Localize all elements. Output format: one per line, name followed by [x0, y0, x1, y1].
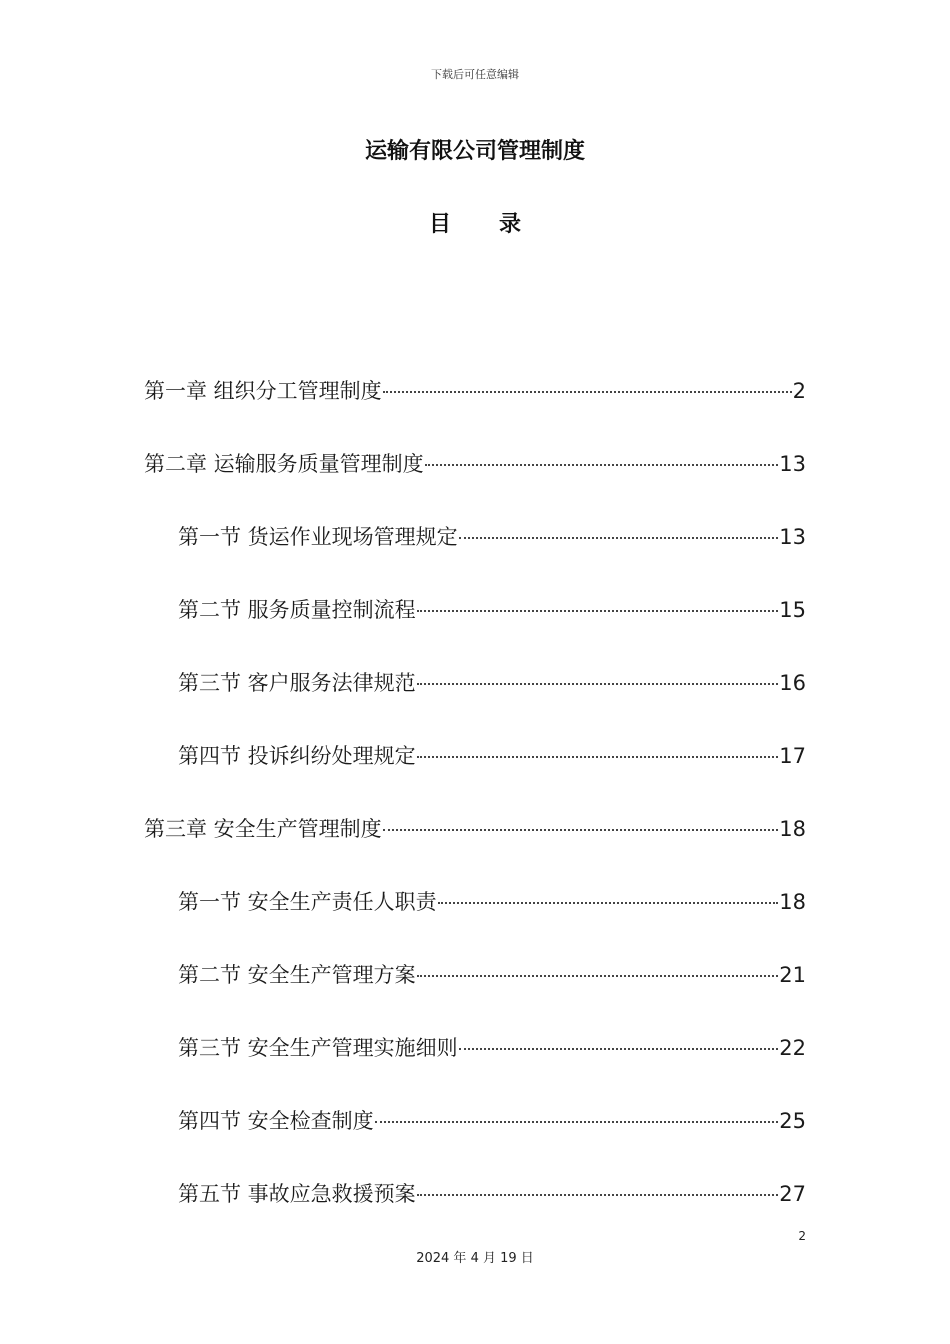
toc-leader-dots	[417, 610, 779, 612]
toc-leader-dots	[417, 683, 779, 685]
toc-entry[interactable]	[144, 741, 806, 814]
toc-leader-dots	[459, 537, 779, 539]
toc-entry[interactable]	[144, 1033, 806, 1106]
toc-entry-page: 2	[792, 379, 806, 403]
toc-leader-dots	[417, 756, 779, 758]
footer-date: 2024 年 4 月 19 日	[416, 1251, 534, 1266]
toc-entry-page: 15	[779, 598, 806, 622]
toc-entry[interactable]	[144, 595, 806, 668]
toc-entry-text: 第四节 投诉纠纷处理规定	[178, 744, 416, 768]
toc-entry-page: 18	[779, 890, 806, 914]
toc-entry[interactable]	[144, 1179, 806, 1252]
toc-entry[interactable]	[144, 960, 806, 1033]
toc-entry-text: 第四节 安全检查制度	[178, 1109, 374, 1133]
toc-entry-text: 第三节 客户服务法律规范	[178, 671, 416, 695]
toc-entry-text: 第五节 事故应急救援预案	[178, 1182, 416, 1206]
toc-entry-page: 13	[779, 525, 806, 549]
toc-leader-dots	[425, 464, 779, 466]
toc-entry-text: 第一节 货运作业现场管理规定	[178, 525, 458, 549]
toc-entry-text: 第二节 安全生产管理方案	[178, 963, 416, 987]
toc-entry-page: 27	[779, 1182, 806, 1206]
toc-entry-text: 第一节 安全生产责任人职责	[178, 890, 437, 914]
toc-entry-page: 25	[779, 1109, 806, 1133]
toc-heading: 目录	[428, 212, 569, 237]
toc-leader-dots	[417, 975, 779, 977]
toc-entry-text: 第二章 运输服务质量管理制度	[144, 452, 424, 476]
toc-entry[interactable]	[144, 522, 806, 595]
toc-entry-page: 17	[779, 744, 806, 768]
table-of-contents	[144, 376, 806, 1252]
toc-leader-dots	[383, 391, 792, 393]
toc-entry[interactable]	[144, 887, 806, 960]
toc-leader-dots	[375, 1121, 779, 1123]
toc-leader-dots	[459, 1048, 779, 1050]
toc-leader-dots	[438, 902, 779, 904]
toc-entry[interactable]	[144, 449, 806, 522]
header-note: 下载后可任意编辑	[431, 68, 519, 81]
toc-entry-page: 16	[779, 671, 806, 695]
toc-entry-page: 18	[779, 817, 806, 841]
toc-entry[interactable]	[144, 1106, 806, 1179]
toc-entry-text: 第一章 组织分工管理制度	[144, 379, 382, 403]
toc-entry-text: 第三节 安全生产管理实施细则	[178, 1036, 458, 1060]
toc-entry-text: 第三章 安全生产管理制度	[144, 817, 382, 841]
toc-leader-dots	[383, 829, 779, 831]
toc-leader-dots	[417, 1194, 779, 1196]
page-number: 2	[798, 1229, 806, 1243]
toc-entry-page: 13	[779, 452, 806, 476]
document-title: 运输有限公司管理制度	[364, 139, 585, 164]
toc-entry-text: 第二节 服务质量控制流程	[178, 598, 416, 622]
toc-entry[interactable]	[144, 814, 806, 887]
toc-entry-page: 22	[779, 1036, 806, 1060]
toc-entry-page: 21	[779, 963, 806, 987]
toc-entry[interactable]	[144, 668, 806, 741]
toc-entry[interactable]	[144, 376, 806, 449]
